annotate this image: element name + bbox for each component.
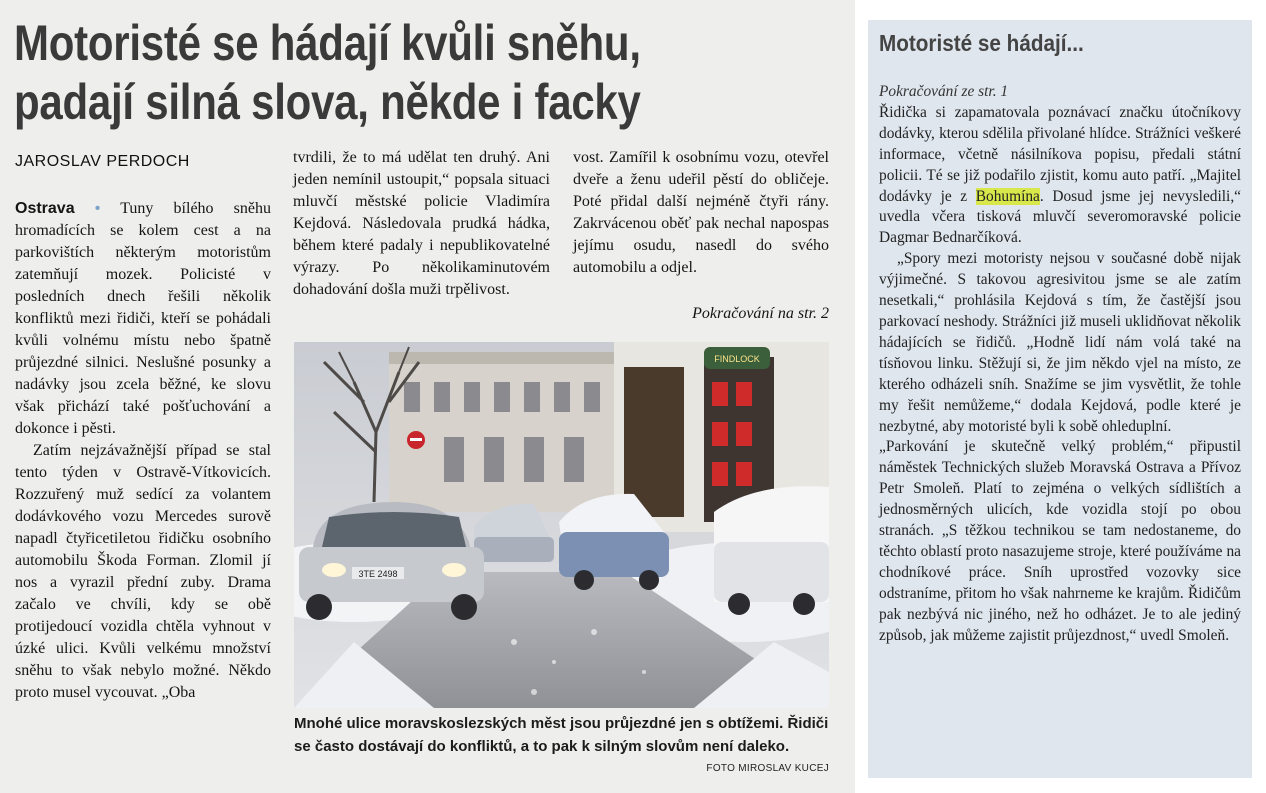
paragraph-1 (15, 198, 271, 440)
shop-sign-text: FINDLOCK (714, 354, 760, 364)
headline (14, 14, 711, 132)
photo-credit: FOTO MIROSLAV KUCEJ (706, 763, 829, 774)
snowy-street-photo (294, 342, 829, 708)
license-plate: 3TE 2498 (358, 569, 398, 579)
continuation-paragraph-3: „Parkování je skutečně velký problém,“ připustil náměstek Technických služeb Moravská Ostrava a Přívoz Petr Smoleň. Platí to zejména o velkých sídlištích a jednosměrných ulicích, kde vozidla stojí po obou stranách. „S těžkou technikou se tam nedostaneme, do těchto oblastí proto nasazujeme stroje, které používáme na chodníkové práce. Sníh uprostřed vozovky sice odstraníme, přitom ho však nahrneme ke krajům. Řidičům pak nezbývá nic jiného, než ho odházet. Je to ale jediný způsob, jak můžeme zajistit průjezdnost,“ uvedl Smoleň. (879, 438, 1241, 644)
continued-from-note: Pokračování ze str. 1 (879, 83, 1009, 100)
continued-note: Pokračování na str. 2 (692, 305, 829, 322)
article-column-3 (573, 147, 829, 279)
paragraph-text: Řidička si zapamatovala poznávací značku útočníkovy dodávky, kterou sdělila přivolané hlídce. Strážníci veškeré informace, včetně násilníkova popisu, předali státní policii. Té se již podařilo zjistit, komu auto patří. „Majitel dodávky je z (879, 103, 1241, 205)
paragraph-3: tvrdili, že to má udělat ten druhý. Ani jeden nemínil ustoupit,“ popsala situaci mluvčí městské policie Vladimíra Kejdová. Následovala prudká hádka, během které padaly i nepublikovatelné výrazy. Po několikaminutovém dohadování došla muži trpělivost. (293, 149, 550, 298)
paragraph-text-end: . Dosud jsme jej nevysledili,“ uvedla včera tisková mluvčí severomoravské policie Dagmar Bednarčíková. (879, 187, 1241, 247)
building-left (389, 352, 619, 512)
continuation-text (879, 82, 1241, 646)
dateline: Ostrava (15, 200, 75, 217)
article-column-2 (293, 147, 550, 301)
photo-illustration (294, 342, 829, 708)
headline-line-1: Motoristé se hádají kvůli sněhu, (14, 15, 641, 71)
continuation-paragraph-1 (879, 103, 1241, 249)
paragraph-2: Zatím nejzávažnější případ se stal tento týden v Ostravě-Vítkovicích. Rozzuřený muž sedící za volantem dodávkového vozu Mercedes surově napadl čtyřicetiletou řidičku osobního automobilu Škoda Forman. Zlomil jí nos a vyrazil přední zuby. Drama začalo ve chvíli, kdy se obě protijedoucí vozidla chtěla vyhnout v úzké ulici. Kvůli velkému množství sněhu to však nebylo možné. Někdo proto musel vycouvat. „Oba (15, 442, 271, 701)
highlighted-word: Bohumína (975, 187, 1040, 205)
article-column-1 (15, 198, 271, 704)
continuation-box (868, 20, 1252, 778)
dateline-bullet: • (94, 200, 101, 217)
photo-caption: Mnohé ulice moravskoslezských měst jsou průjezdné jen s obtížemi. Řidiči se často dostávají do konfliktů, a to pak k silným slovům není daleko. (294, 715, 829, 755)
paragraph-4: vost. Zamířil k osobnímu vozu, otevřel dveře a ženu udeřil pěstí do obličeje. Poté přidal další nejméně čtyři rány. Zakrvácenou oběť pak nechal napospas jejímu osudu, nasedl do svého automobilu a odjel. (573, 149, 829, 276)
byline: JAROSLAV PERDOCH (15, 153, 190, 170)
continuation-title: Motoristé se hádají... (879, 30, 1084, 56)
continuation-paragraph-2: „Spory mezi motoristy nejsou v současné době nijak výjimečné. S takovou agresivitou jsme se ale zatím nesetkali,“ prohlásila Kejdová s tím, že častější jsou parkovací neshody. Strážníci již museli uklidňovat několik hádajících se řidičů. „Hodně lidí nám volá také na tísňovou linku. Stěžují si, že jim někdo vjel na místo, ze kterého odházeli sníh. Snažíme se jim vysvětlit, že tohle my řešit nemůžeme,“ dodala Kejdová, podle které je nezbytné, aby motoristé byli k sobě ohleduplní. (879, 250, 1241, 435)
headline-line-2: padají silná slova, někde i facky (14, 74, 641, 130)
parked-car-white (714, 486, 829, 615)
paragraph-1-text: Tuny bílého sněhu hromadících se kolem cest a na parkovištích některým motoristům zatemňují mozek. Policisté v posledních dnech řešili několik konfliktů mezi řidiči, kteří se pohádali kvůli volnému místu nebo špatně průjezdné silnici. Neslušné posunky a nadávky jsou zcela běžné, ke slovu však přichází také pošťuchování a dokonce i pěsti. (15, 200, 272, 437)
